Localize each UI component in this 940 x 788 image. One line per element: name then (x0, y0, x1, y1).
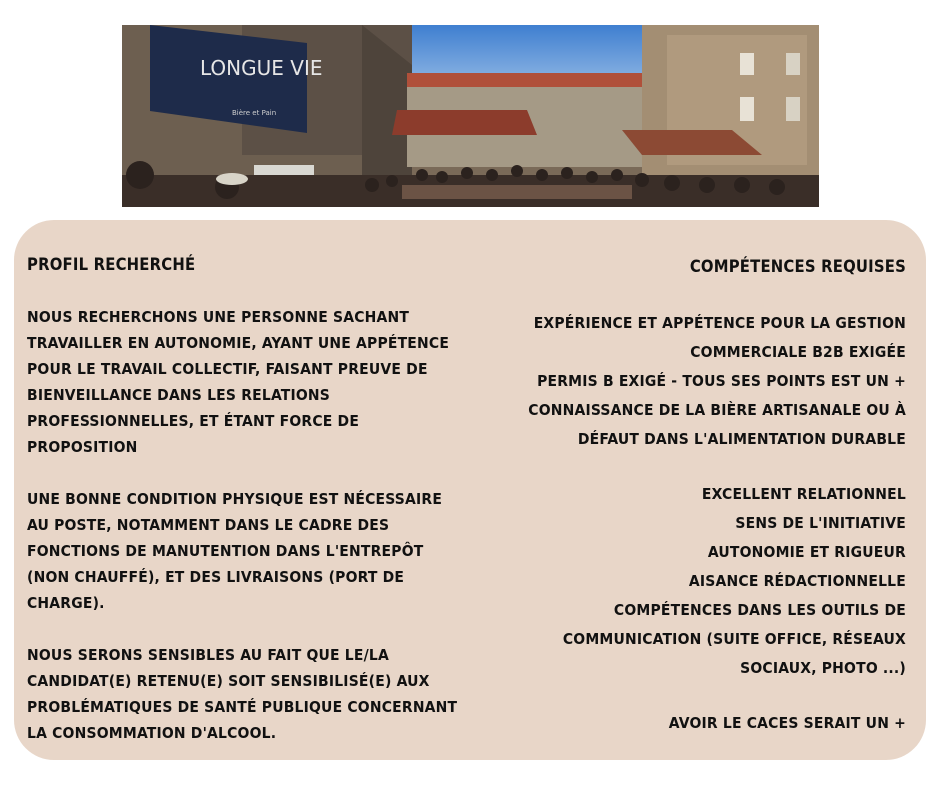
profile-paragraph-physical: UNE BONNE CONDITION PHYSIQUE EST NÉCESSAIRE AU POSTE, NOTAMMENT DANS LE CADRE DES FONCTIONS DE MANUTENTION DANS L'ENTREPÔT (NON CHAUFFÉ), ET DES LIVRAISONS (PORT DE CHARGE). (27, 490, 443, 612)
profile-paragraph-health: NOUS SERONS SENSIBLES AU FAIT QUE LE/LA CANDIDAT(E) RETENU(E) SOIT SENSIBILISÉ(E) AUX PROBLÉMATIQUES DE SANTÉ PUBLIQUE CONCERNANT LA CONSOMMATION D'ALCOOL. (27, 646, 458, 742)
skill-line: DÉFAUT DANS L'ALIMENTATION DURABLE (577, 430, 906, 448)
sign-text: LONGUE VIE (200, 56, 323, 80)
skill-line: COMMUNICATION (SUITE OFFICE, RÉSEAUX (562, 630, 906, 648)
skill-line: COMMERCIALE B2B EXIGÉE (690, 343, 906, 361)
skill-closing: AVOIR LE CACES SERAIT UN + (668, 714, 906, 732)
skill-line: CONNAISSANCE DE LA BIÈRE ARTISANALE OU À (528, 401, 906, 419)
skill-line: PERMIS B EXIGÉ - TOUS SES POINTS EST UN + (537, 372, 906, 390)
skill-line: EXCELLENT RELATIONNEL (701, 485, 906, 503)
skill-line: SOCIAUX, PHOTO ...) (740, 659, 906, 677)
skill-line: EXPÉRIENCE ET APPÉTENCE POUR LA GESTION (533, 314, 906, 332)
skill-line: COMPÉTENCES DANS LES OUTILS DE (613, 601, 906, 619)
banner-photo (122, 25, 819, 207)
skill-line: AISANCE RÉDACTIONNELLE (688, 572, 906, 590)
profile-section (27, 252, 467, 746)
skill-line: SENS DE L'INITIATIVE (735, 514, 906, 532)
skill-line: AUTONOMIE ET RIGUEUR (707, 543, 906, 561)
skills-heading: COMPÉTENCES REQUISES (689, 257, 906, 276)
profile-paragraph-autonomy: NOUS RECHERCHONS UNE PERSONNE SACHANT TRAVAILLER EN AUTONOMIE, AYANT UNE APPÉTENCE POUR LE TRAVAIL COLLECTIF, FAISANT PREUVE DE BIENVEILLANCE DANS LES RELATIONS PROFESSIONNELLES, ET ÉTANT FORCE DE PROPOSITION (27, 308, 450, 456)
profile-heading: PROFIL RECHERCHÉ (27, 255, 196, 274)
crowd-courtyard-image (122, 25, 819, 207)
skills-section (506, 252, 906, 738)
sign-subtext: Bière et Pain (232, 109, 277, 117)
